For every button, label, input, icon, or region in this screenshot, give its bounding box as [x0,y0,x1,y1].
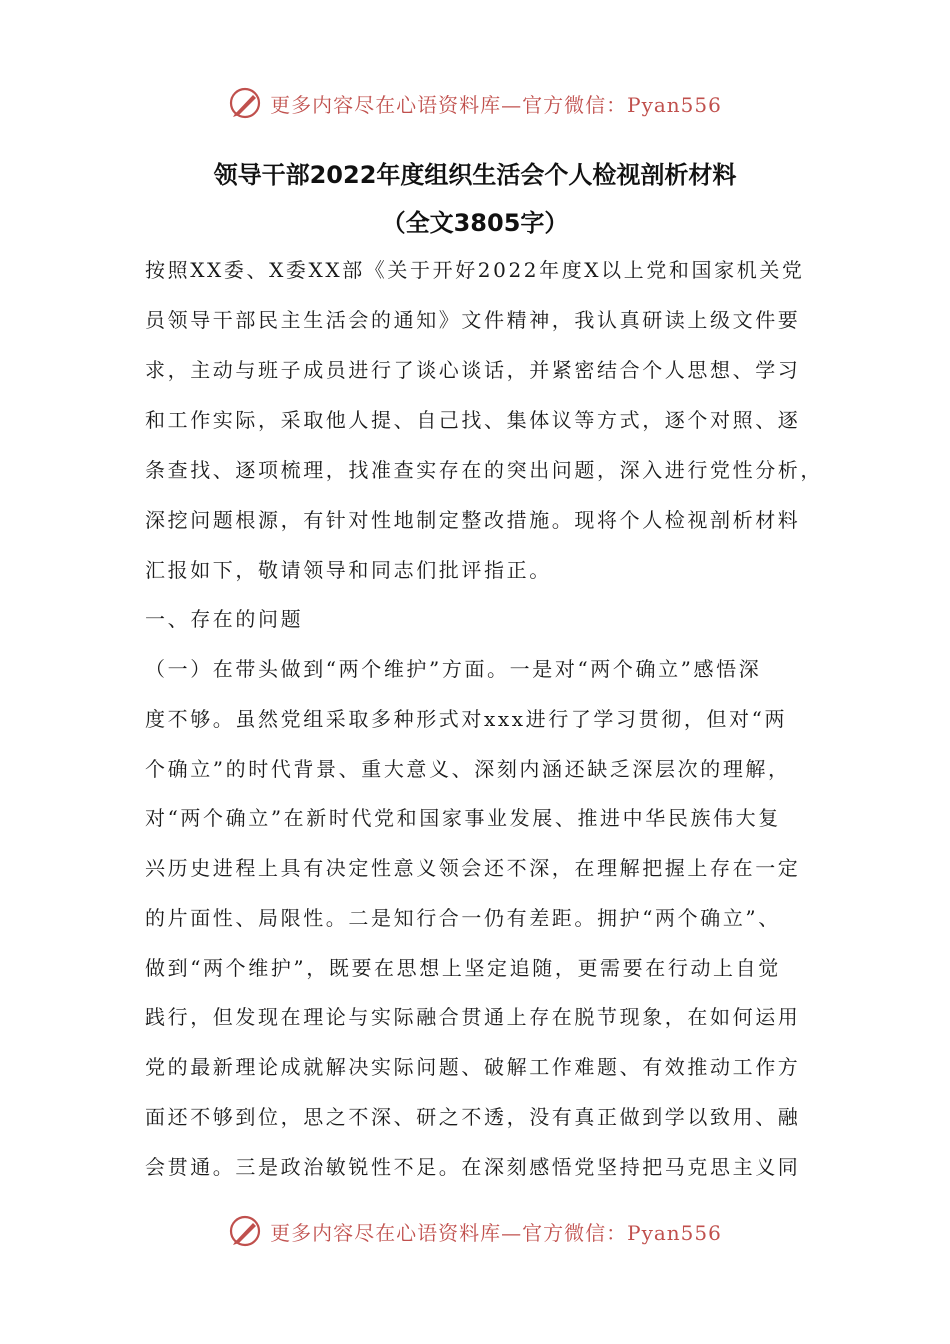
body-line: 求，主动与班子成员进行了谈心谈话，并紧密结合个人思想、学习 [145,358,801,382]
body-line: 做到“两个维护”，既要在思想上坚定追随，更需要在行动上自觉 [145,956,781,980]
document-title: 领导干部2022年度组织生活会个人检视剖析材料 [213,161,737,189]
body-line: 深挖问题根源，有针对性地制定整改措施。现将个人检视剖析材料 [145,508,801,532]
section-heading: 一、存在的问题 [145,607,304,631]
body-line: 会贯通。三是政治敏锐性不足。在深刻感悟党坚持把马克思主义同 [145,1155,801,1179]
body-line: 对“两个确立”在新时代党和国家事业发展、推进中华民族伟大复 [145,806,781,830]
body-line: （一）在带头做到“两个维护”方面。一是对“两个确立”感悟深 [145,657,762,681]
body-line: 汇报如下，敬请领导和同志们批评指正。 [145,558,552,582]
body-line: 员领导干部民主生活会的通知》文件精神，我认真研读上级文件要 [145,308,801,332]
watermark-text: 更多内容尽在心语资料库—官方微信：Pyan556 [270,1220,722,1245]
document-subtitle: （全文3805字） [381,209,569,237]
header-watermark [0,83,950,123]
watermark-text: 更多内容尽在心语资料库—官方微信：Pyan556 [270,92,722,117]
body-line: 按照XX委、X委XX部《关于开好2022年度X以上党和国家机关党 [145,258,805,282]
pen-logo-icon [228,1214,262,1248]
body-line: 党的最新理论成就解决实际问题、破解工作难题、有效推动工作方 [145,1055,801,1079]
body-line: 面还不够到位，思之不深、研之不透，没有真正做到学以致用、融 [145,1105,801,1129]
body-line: 的片面性、局限性。二是知行合一仍有差距。拥护“两个确立”、 [145,906,781,930]
body-line: 度不够。虽然党组采取多种形式对xxx进行了学习贯彻，但对“两 [145,707,788,731]
body-line: 个确立”的时代背景、重大意义、深刻内涵还缺乏深层次的理解， [145,757,791,781]
body-line: 和工作实际，采取他人提、自己找、集体议等方式，逐个对照、逐 [145,408,801,432]
pen-logo-icon [228,86,262,120]
body-line: 兴历史进程上具有决定性意义领会还不深，在理解把握上存在一定 [145,856,801,880]
body-line: 践行，但发现在理论与实际融合贯通上存在脱节现象，在如何运用 [145,1005,801,1029]
body-line: 条查找、逐项梳理，找准查实存在的突出问题，深入进行党性分析， [145,458,823,482]
footer-watermark [0,1211,950,1251]
